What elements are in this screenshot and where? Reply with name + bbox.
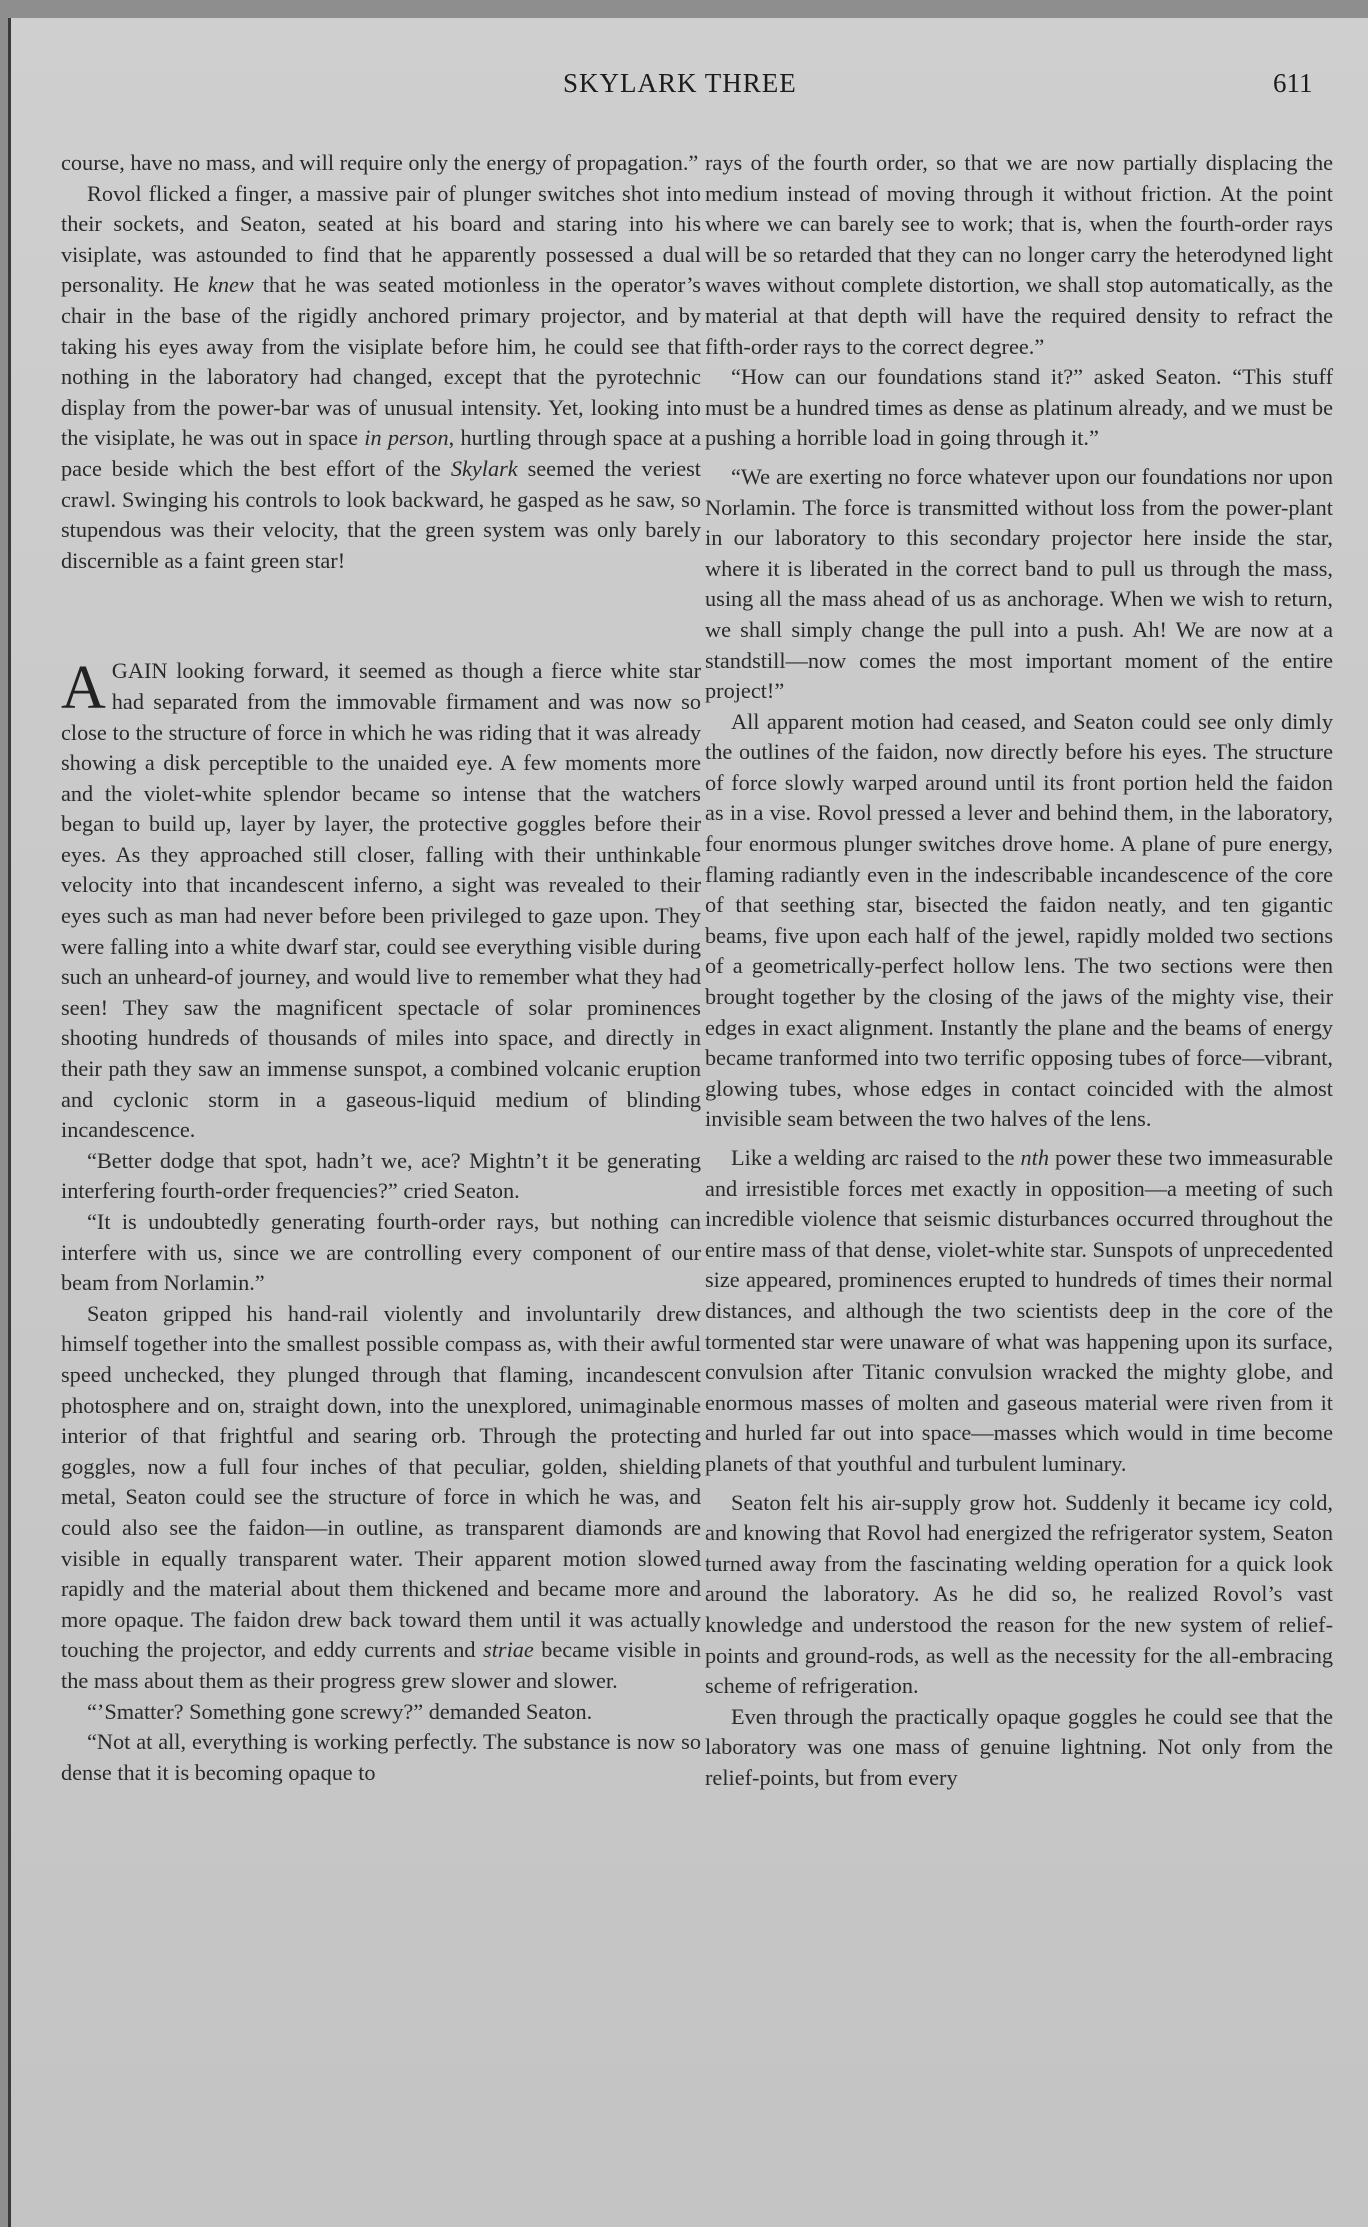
text-run: , hurtling through space at a pace beside which the best effort of the xyxy=(61,425,701,481)
italic-text: knew xyxy=(207,272,254,298)
text-run: became visible in the mass about them as their progress grew slower and slower. xyxy=(61,1637,701,1693)
italic-text: Skylark xyxy=(450,455,518,481)
paragraph: course, have no mass, and will require only the energy of propagation.” xyxy=(61,150,699,175)
italic-text: nth xyxy=(1020,1145,1050,1170)
text-run: Rovol flicked a finger, a massive pair of plunger switches shot into their sockets, and Seaton, seated at his board and staring into his visiplate, was astounded to find that he apparently possessed a dual personality. He xyxy=(61,180,701,298)
italic-text: in person xyxy=(364,425,449,451)
paragraph: “Not at all, everything is working perfectly. The substance is now so dense that it is becoming opaque to xyxy=(61,1729,701,1785)
left-column xyxy=(61,148,701,1788)
paragraph: “It is undoubtedly generating fourth-order rays, but nothing can interfere with us, since we are controlling every component of our beam from Norlamin.” xyxy=(61,1209,701,1296)
paragraph: Even through the practically opaque goggles he could see that the laboratory was one mass of genuine lightning. Not only from the relief-points, but from every xyxy=(705,1703,1333,1790)
text-run: that he was seated motionless in the operator’s chair in the base of the rigidly anchored primary projector, and by taking his eyes away from the visiplate before him, he could see that nothing in the laboratory had changed, except that the pyrotechnic display from the power-bar was of unusual intensity. Yet, looking into the visiplate, he was out in space xyxy=(61,272,701,451)
paragraph: “How can our foundations stand it?” asked Seaton. “This stuff must be a hundred times as dense as platinum already, and we must be pushing a horrible load in going through it.” xyxy=(705,364,1333,451)
right-column xyxy=(705,148,1333,1793)
paragraph: All apparent motion had ceased, and Seaton could see only dimly the outlines of the faidon, now directly before his eyes. The structure of force slowly warped around until its front portion held the faidon as in a vise. Rovol pressed a lever and behind them, in the laboratory, four enormous plunger switches drove home. A plane of pure energy, flaming radiantly even in the indescribable incandescence of the core of that seething star, bisected the faidon neatly, and ten gigantic beams, five upon each half of the jewel, rapidly molded two sections of a geometrically-perfect hollow lens. The two sections were then brought together by the closing of the jaws of the mighty vise, their edges in exact alignment. Instantly the plane and the beams of energy became tranformed into two terrific opposing tubes of force—vibrant, glowing tubes, whose edges in contact coincided with the almost invisible seam between the two halves of the lens. xyxy=(705,708,1333,1132)
text-run: Seaton gripped his hand-rail violently and involuntarily drew himself together into the smallest possible compass as, with their awful speed unchecked, they plunged through that flaming, incandescent photosphere and on, straight down, into the unexplored, unimaginable interior of that frightful and searing orb. Through the protecting goggles, now a full four inches of that peculiar, golden, shielding metal, Seaton could see the structure of force in which he was, and could also see the faidon—in outline, as transparent diamonds are visible in equally transparent water. Their apparent motion slowed rapidly and the material about them thickened and became more and more opaque. The faidon drew back toward them until it was actually touching the projector, and eddy currents and xyxy=(61,1300,701,1663)
text-run: seemed the veriest crawl. Swinging his controls to look backward, he gasped as he saw, so stupendous was their velocity, that the green system was only barely discernible as a faint green star! xyxy=(61,455,701,573)
text-run: Like a welding arc raised to the xyxy=(731,1145,1021,1170)
paragraph xyxy=(705,1143,1333,1480)
paragraph: “Better dodge that spot, hadn’t we, ace? Mightn’t it be generating interfering fourth-order frequencies?” cried Seaton. xyxy=(61,1147,701,1204)
paragraph xyxy=(61,179,701,577)
paragraph: “’Smatter? Something gone screwy?” demanded Seaton. xyxy=(87,1698,593,1724)
text-run: looking forward, it seemed as though a fierce white star had separated from the immovable firmament and was now so close to the structure of force in which he was riding that it was already showing a disk perceptible to the unaided eye. A few moments more and the violet-white splendor became so intense that the watchers began to build up, layer by layer, the protective goggles before their eyes. As they approached still closer, falling with their unthinkable velocity into that incandescent inferno, a sight was revealed to their eyes such as man had never before been privileged to gaze upon. They were falling into a white dwarf star, could see everything visible during such an unheard-of journey, and would live to remember what they had seen! They saw the magnificent spectacle of solar prominences shooting hundreds of thousands of miles into space, and directly in their path they saw an immense sunspot, a combined volcanic eruption and cyclonic storm in a gaseous-liquid medium of blinding incandescence. xyxy=(61,658,701,1143)
page-header xyxy=(11,68,1368,108)
section-opening-paragraph xyxy=(61,656,701,1146)
small-caps-word: GAIN xyxy=(111,658,168,684)
italic-text: striae xyxy=(483,1637,534,1663)
text-run: power these two immeasurable and irresistible forces met exactly in opposition—a meeting of such incredible violence that seismic disturbances occurred throughout the entire mass of that dense, violet-white star. Sunspots of unprecedented size appeared, prominences erupted to hundreds of times their normal distances, and although the two scientists deep in the core of the tormented star were unaware of what was happening upon its surface, convulsion after Titanic convulsion wracked the mighty globe, and enormous masses of molten and gaseous material were riven from it and hurled far out into space—masses which would in time become planets of that youthful and turbulent luminary. xyxy=(705,1145,1333,1476)
drop-cap: A xyxy=(61,654,106,723)
paragraph: Seaton felt his air-supply grow hot. Suddenly it became icy cold, and knowing that Rovol had energized the refrigerator system, Seaton turned away from the fascinating welding operation for a quick look around the laboratory. As he did so, he realized Rovol’s vast knowledge and understood the reason for the new system of relief-points and ground-rods, as well as the necessity for the all-embracing scheme of refrigeration. xyxy=(705,1489,1333,1699)
paragraph: “We are exerting no force whatever upon our foundations nor upon Norlamin. The force is transmitted without loss from the power-plant in our laboratory to this secondary projector here inside the star, where it is liberated in the correct band to pull us through the mass, using all the mass ahead of us as anchorage. When we wish to return, we shall simply change the pull into a push. Ah! We are now at a standstill—now comes the most important moment of the entire project!” xyxy=(705,463,1333,704)
running-title: SKYLARK THREE xyxy=(563,68,797,98)
page-number: 611 xyxy=(1273,68,1313,98)
paragraph: rays of the fourth order, so that we are now partially displacing the medium instead of moving through it without friction. At the point where we can barely see to work; that is, when the fourth-order rays will be so retarded that they can no longer carry the heterodyned light waves without complete distortion, we shall stop automatically, as the material at that depth will have the required density to refract the fifth-order rays to the correct degree.” xyxy=(705,150,1333,359)
magazine-page xyxy=(8,18,1368,2227)
paragraph xyxy=(61,1299,701,1697)
